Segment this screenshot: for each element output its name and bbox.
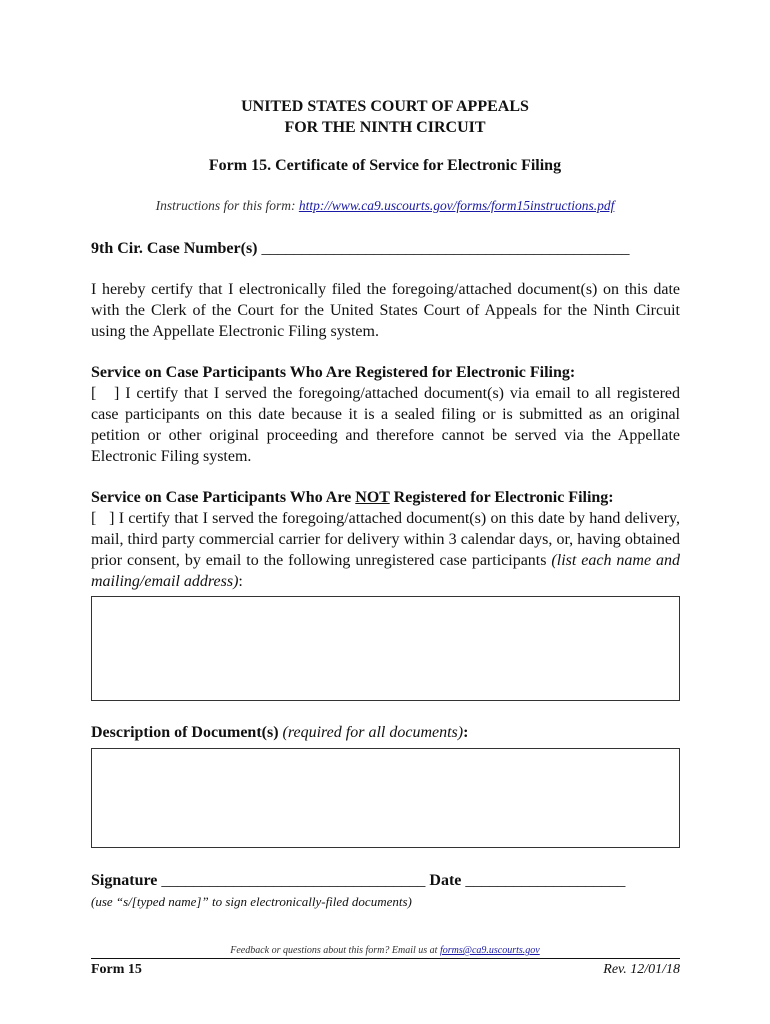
- description-label-row: [91, 722, 680, 743]
- signature-field[interactable]: _________________________________: [161, 872, 426, 889]
- feedback-line: [0, 945, 770, 956]
- feedback-email-link[interactable]: forms@ca9.uscourts.gov: [439, 945, 540, 956]
- not-registered-section: [91, 487, 680, 592]
- instructions-label: Instructions for this form:: [155, 198, 299, 213]
- instructions-link[interactable]: http://www.ca9.uscourts.gov/forms/form15instructions.pdf: [298, 198, 615, 213]
- court-name: UNITED STATES COURT OF APPEALS: [241, 98, 529, 115]
- registered-paragraph: [91, 383, 680, 467]
- form-number: Form 15: [91, 962, 142, 977]
- registered-text: I certify that I served the foregoing/attached document(s) via email to all registered case participants on this date because it is a sealed filing or is submitted as an original petition or other original proceeding and therefore cannot be served via the Appellate Electronic Filing system.: [91, 385, 681, 465]
- description-label: Description of Document(s): [91, 724, 283, 741]
- form-title: Form 15. Certificate of Service for Electronic Filing: [208, 157, 562, 174]
- certification-paragraph: I hereby certify that I electronically filed the foregoing/attached document(s) on this date with the Clerk of the Court for the United States Court of Appeals for the Ninth Circuit using the Appellate Electronic Filing system.: [91, 281, 680, 340]
- description-note: (required for all documents): [282, 724, 464, 741]
- instructions-line: [0, 198, 770, 214]
- not-emphasis: NOT: [355, 489, 390, 506]
- not-registered-text: I certify that I served the foregoing/attached document(s) on this date by hand delivery, mail, third party commercial carrier for delivery within 3 calendar days, or, having obtained prior consent, by email to the following unregistered case participants: [91, 510, 681, 569]
- court-header: [0, 96, 770, 138]
- not-registered-tail: :: [238, 573, 243, 590]
- not-registered-heading-post: Registered for Electronic Filing:: [389, 489, 614, 506]
- unregistered-participants-textbox[interactable]: [91, 596, 680, 701]
- not-registered-heading-pre: Service on Case Participants Who Are: [91, 489, 356, 506]
- description-tail: :: [463, 724, 469, 741]
- case-number-field[interactable]: ______________________________________________: [261, 240, 630, 257]
- date-field[interactable]: ____________________: [465, 872, 626, 889]
- signature-note: (use “s/[typed name]” to sign electronically-filed documents): [91, 894, 412, 909]
- case-number-row: [91, 238, 680, 259]
- signature-row: [91, 870, 680, 891]
- registered-heading: Service on Case Participants Who Are Registered for Electronic Filing:: [91, 364, 576, 381]
- circuit-name: FOR THE NINTH CIRCUIT: [284, 119, 486, 136]
- case-number-label: 9th Cir. Case Number(s): [91, 240, 258, 257]
- registered-checkbox[interactable]: [ ]: [91, 385, 120, 402]
- not-registered-checkbox[interactable]: [ ]: [91, 510, 115, 527]
- not-registered-heading: [91, 487, 680, 508]
- revision-date: Rev. 12/01/18: [603, 962, 680, 977]
- feedback-text: Feedback or questions about this form? Email us at: [230, 945, 440, 956]
- not-registered-paragraph: [91, 508, 680, 592]
- document-description-textbox[interactable]: [91, 748, 680, 848]
- registered-section: [91, 362, 680, 467]
- footer-divider: [91, 958, 680, 959]
- date-label: Date: [429, 872, 462, 889]
- not-registered-italic-note: (list each name and mailing/email address): [91, 552, 681, 590]
- signature-label: Signature: [91, 872, 158, 889]
